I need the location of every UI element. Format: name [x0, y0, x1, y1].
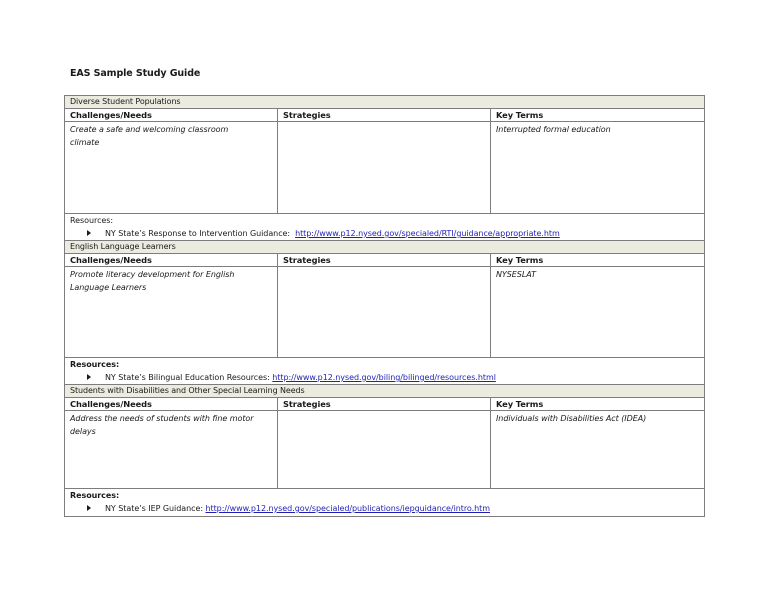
column-header-row: [65, 398, 704, 411]
challenges-line: Address the needs of students with fine motor: [70, 414, 254, 423]
study-guide-table: [64, 95, 705, 517]
triangle-bullet-icon: [87, 505, 91, 511]
key-terms-cell[interactable]: Interrupted formal education: [496, 125, 611, 134]
section-english-language-learners: [65, 241, 704, 385]
challenges-line: delays: [70, 427, 96, 436]
section-header: English Language Learners: [65, 241, 704, 254]
column-header-challenges: Challenges/Needs: [65, 398, 278, 410]
strategies-cell[interactable]: [278, 267, 491, 357]
challenges-line: Promote literacy development for English: [70, 270, 235, 279]
challenges-line: Create a safe and welcoming classroom: [70, 125, 229, 134]
challenges-cell[interactable]: [65, 267, 278, 357]
column-header-strategies: Strategies: [278, 398, 491, 410]
column-header-row: [65, 254, 704, 267]
content-row: [65, 411, 704, 489]
column-header-challenges: Challenges/Needs: [65, 254, 278, 266]
column-header-strategies: Strategies: [278, 254, 491, 266]
resources-block: [65, 489, 704, 517]
resources-label: Resources:: [70, 491, 120, 500]
challenges-line: Language Learners: [70, 283, 147, 292]
resource-link[interactable]: http://www.p12.nysed.gov/specialed/RTI/guidance/appropriate.htm: [295, 229, 560, 238]
column-header-key-terms: Key Terms: [496, 255, 544, 265]
challenges-cell[interactable]: [65, 122, 278, 213]
column-header-strategies: Strategies: [278, 109, 491, 121]
resource-label: NY State’s Response to Intervention Guidance:: [105, 229, 291, 238]
column-header-row: [65, 109, 704, 122]
strategies-cell[interactable]: [278, 122, 491, 213]
resources-label: Resources:: [70, 216, 114, 225]
section-header: Diverse Student Populations: [65, 96, 704, 109]
content-row: [65, 122, 704, 214]
resource-link[interactable]: http://www.p12.nysed.gov/specialed/publications/iepguidance/intro.htm: [205, 504, 490, 513]
resource-item: [70, 502, 704, 515]
resource-link[interactable]: http://www.p12.nysed.gov/biling/bilinged/resources.html: [272, 373, 496, 382]
resource-label: NY State’s Bilingual Education Resources:: [105, 373, 270, 382]
document-title: EAS Sample Study Guide: [70, 68, 201, 79]
section-diverse-student-populations: [65, 96, 704, 241]
column-header-key-terms: Key Terms: [496, 399, 544, 409]
resource-item: [70, 371, 704, 384]
column-header-challenges: Challenges/Needs: [65, 109, 278, 121]
key-terms-cell[interactable]: Individuals with Disabilities Act (IDEA): [496, 414, 647, 423]
resources-label: Resources:: [70, 360, 120, 369]
section-header: Students with Disabilities and Other Special Learning Needs: [65, 385, 704, 398]
triangle-bullet-icon: [87, 374, 91, 380]
resource-item: [70, 227, 704, 240]
strategies-cell[interactable]: [278, 411, 491, 488]
challenges-cell[interactable]: [65, 411, 278, 488]
resources-block: [65, 358, 704, 385]
triangle-bullet-icon: [87, 230, 91, 236]
resources-block: [65, 214, 704, 241]
resource-label: NY State’s IEP Guidance:: [105, 504, 203, 513]
column-header-key-terms: Key Terms: [496, 110, 544, 120]
challenges-line: climate: [70, 138, 100, 147]
section-students-with-disabilities: [65, 385, 704, 517]
content-row: [65, 267, 704, 358]
key-terms-cell[interactable]: NYSESLAT: [496, 270, 536, 279]
